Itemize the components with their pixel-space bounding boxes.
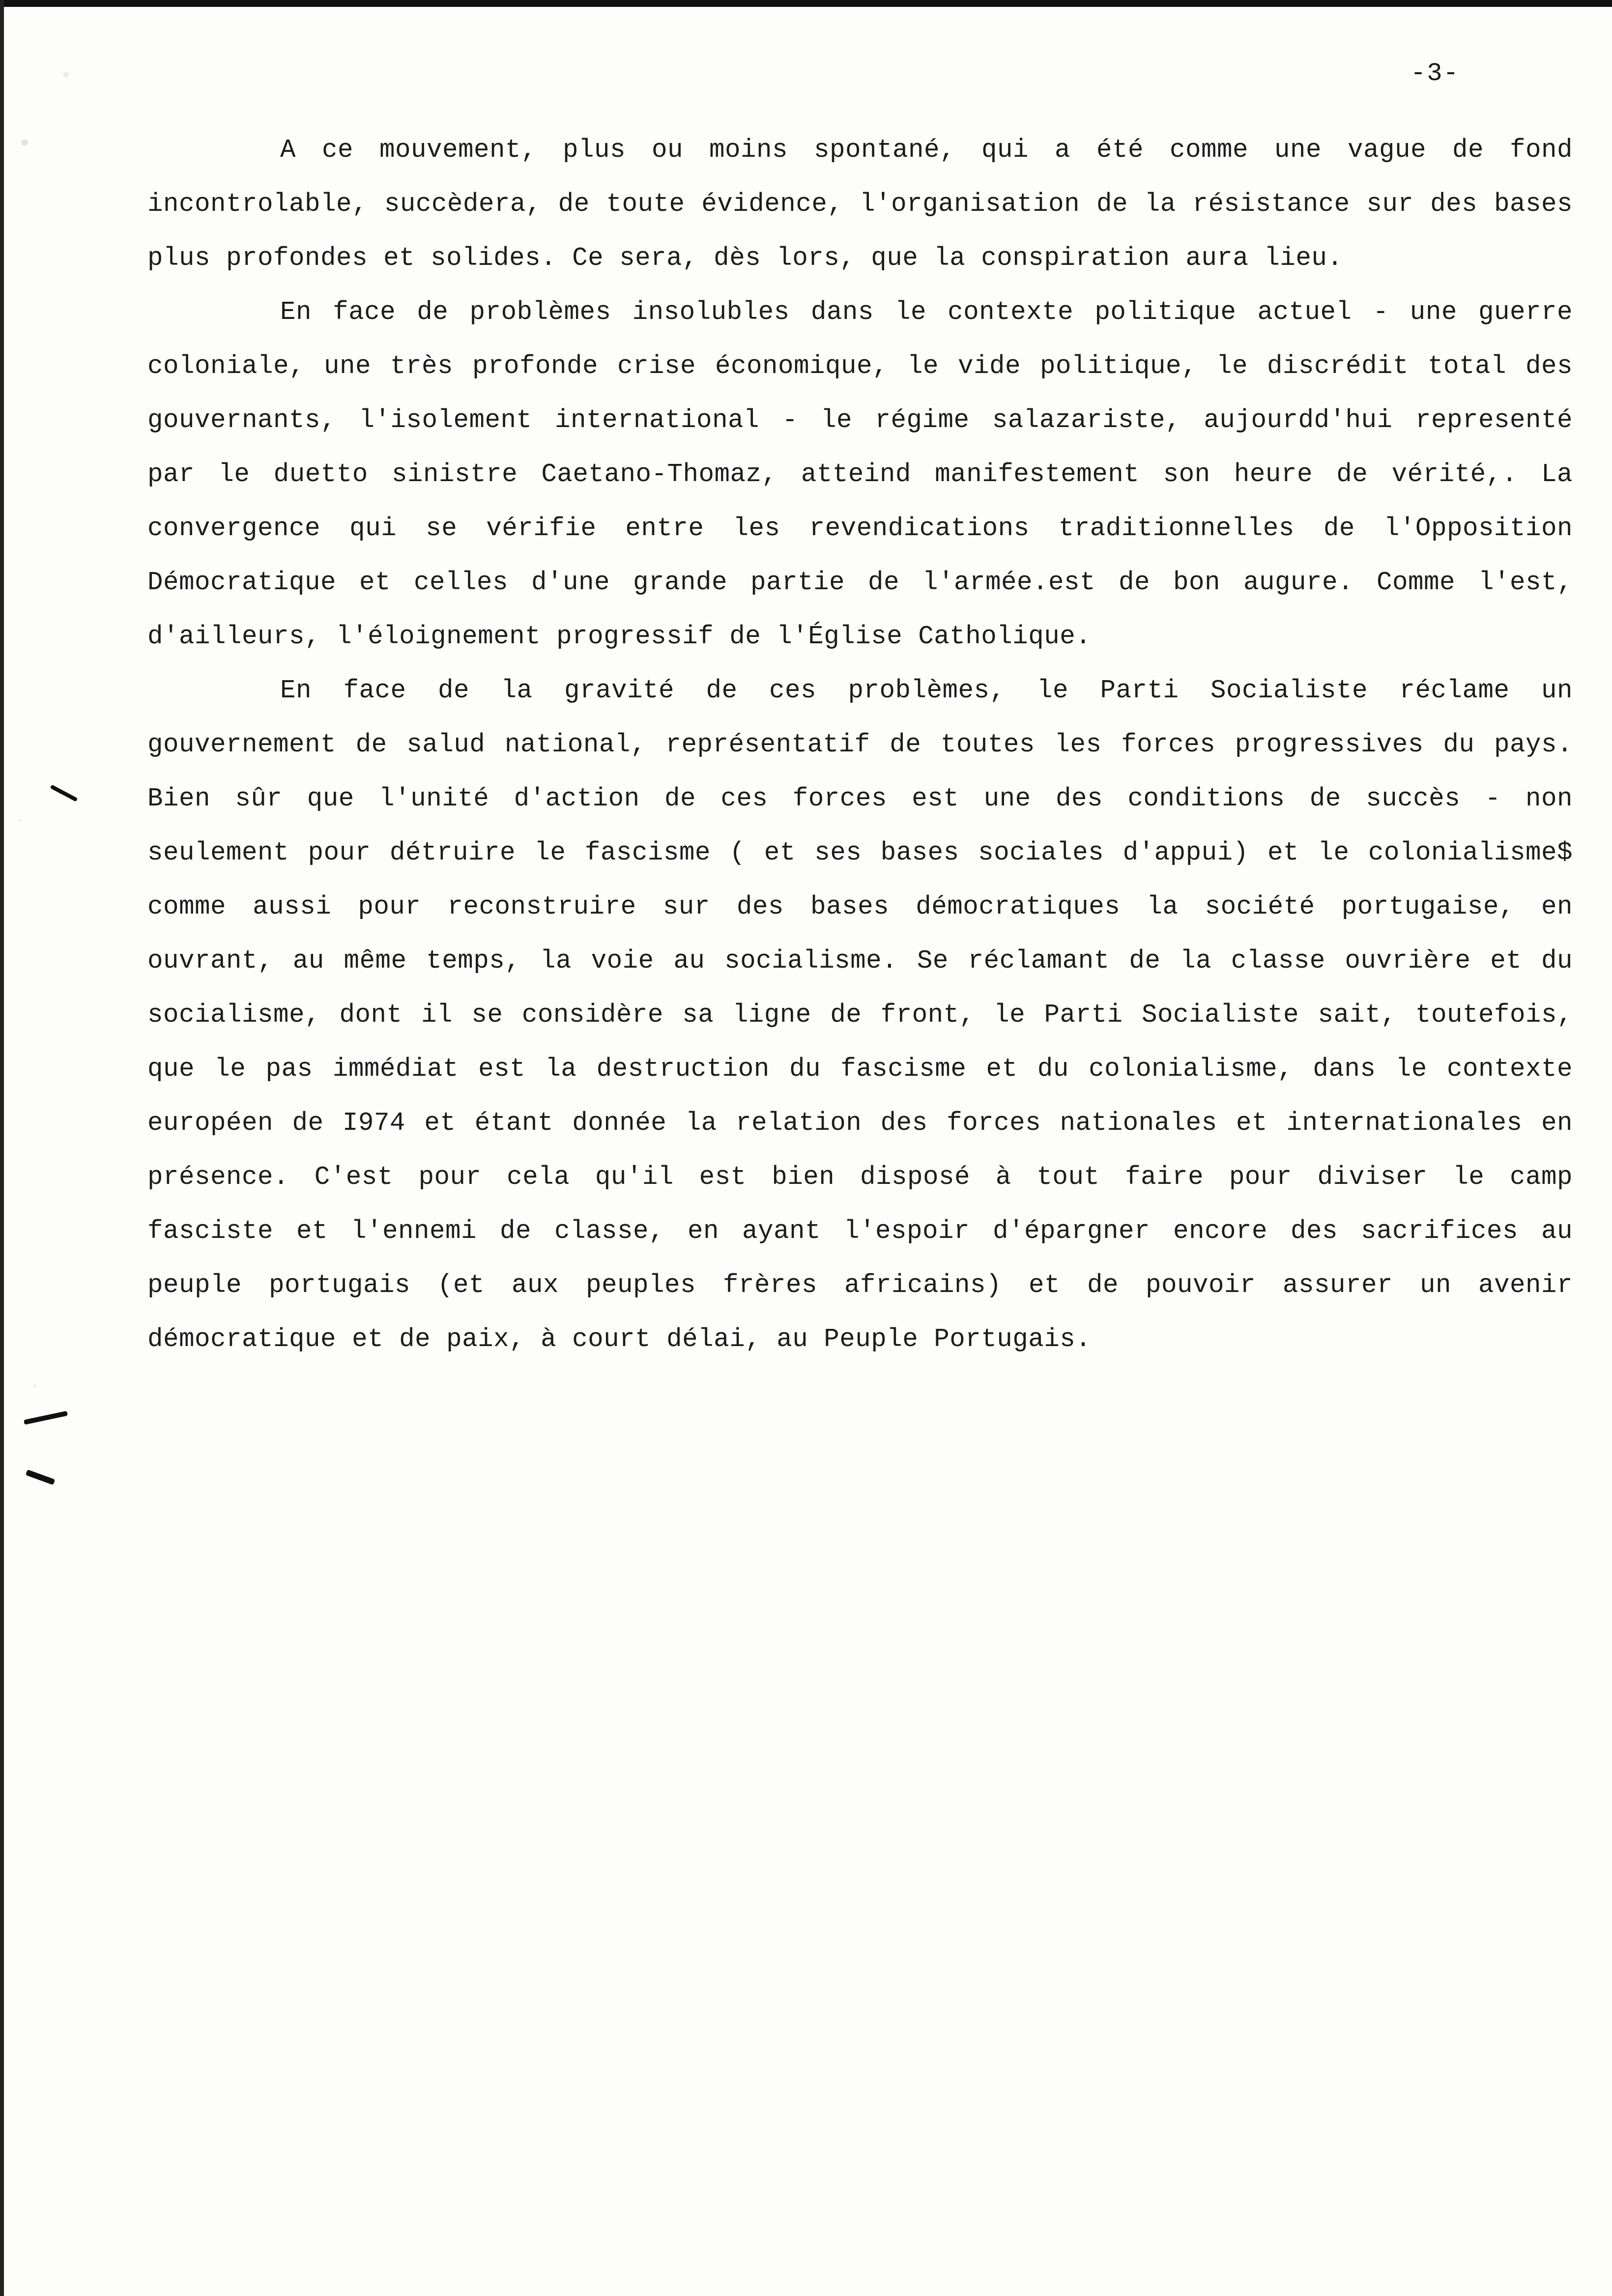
scan-left-margin-noise (4, 29, 107, 2290)
scan-top-edge (0, 0, 1612, 7)
paragraph-1: A ce mouvement, plus ou moins spontané, qui a été comme une vague de fond incontrolable, succèdera, de toute évidence, l'organisation de la résistance sur des bases plus profondes et solides. Ce sera, dès lors, que la conspiration aura lieu. (147, 135, 1573, 273)
scan-left-edge (0, 0, 4, 2296)
page-number: -3- (1410, 59, 1460, 88)
document-body (147, 123, 1573, 1366)
paragraph-2: En face de problèmes insolubles dans le contexte politique actuel - une guerre coloniale, une très profonde crise économique, le vide politique, le discrédit total des gouvernants, l'isolement international - le régime salazariste, aujourdd'hui representé par le duetto sinistre Caetano-Thomaz, atteind manifestement son heure de vérité,. La convergence qui se vérifie entre les revendications traditionnelles de l'Opposition Démocratique et celles d'une grande partie de l'armée.est de bon augure. Comme l'est, d'ailleurs, l'éloignement progressif de l'Église Catholique. (147, 297, 1573, 651)
paragraph-3: En face de la gravité de ces problèmes, le Parti Socialiste réclame un gouvernement de salud national, représentatif de toutes les forces progressives du pays. Bien sûr que l'unité d'action de ces forces est une des conditions de succès - non seulement pour détruire le fascisme ( et ses bases sociales d'appui) et le colonialisme$ comme aussi pour reconstruire sur des bases démocratiques la société portugaise, en ouvrant, au même temps, la voie au socialisme. Se réclamant de la classe ouvrière et du socialisme, dont il se considère sa ligne de front, le Parti Socialiste sait, toutefois, que le pas immédiat est la destruction du fascisme et du colonialisme, dans le contexte européen de I974 et étant donnée la relation des forces nationales et internationales en présence. C'est pour cela qu'il est bien disposé à tout faire pour diviser le camp fasciste et l'ennemi de classe, en ayant l'espoir d'épargner encore des sacrifices au peuple portugais (et aux peuples frères africains) et de pouvoir assurer un avenir démocratique et de paix, à court délai, au Peuple Portugais. (147, 676, 1573, 1354)
